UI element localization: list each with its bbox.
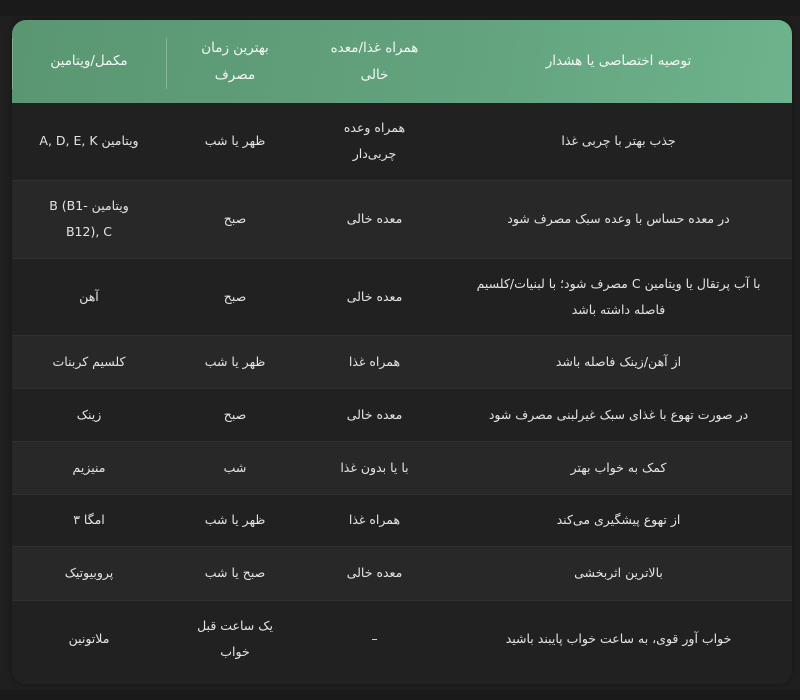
cell-best-time: ظهر یا شب <box>204 512 266 527</box>
cell-best-time: شب <box>223 459 247 475</box>
table-row <box>12 388 792 441</box>
cell-best-time: صبح <box>223 288 247 304</box>
cell-supplement: ملاتونین <box>68 631 110 647</box>
cell-advice: در معده حساس با وعده سبک مصرف شود <box>507 211 730 226</box>
cell-with-food: همراه وعده چربی‌دار <box>343 120 406 162</box>
table-row <box>12 494 792 546</box>
cell-best-time: ظهر یا شب <box>204 353 266 369</box>
table-row <box>12 180 792 258</box>
cell-with-food: همراه غذا <box>348 353 401 369</box>
cell-best-time: یک ساعت قبل خواب <box>197 618 273 660</box>
header-advice: توصیه اختصاصی یا هشدار <box>545 53 692 69</box>
header-with-food: همراه غذا/معده خالی <box>330 39 419 83</box>
supplement-table <box>12 20 792 678</box>
cell-best-time: صبح <box>223 406 247 422</box>
cell-supplement: زینک <box>76 406 102 422</box>
cell-with-food: معده خالی <box>346 288 403 304</box>
top-band <box>0 0 800 16</box>
cell-best-time: ظهر یا شب <box>204 133 266 149</box>
cell-best-time: صبح <box>223 211 247 226</box>
cell-supplement: امگا ۳ <box>73 512 105 527</box>
cell-best-time: صبح یا شب <box>204 565 266 580</box>
table-row <box>12 335 792 388</box>
cell-with-food: معده خالی <box>346 565 403 580</box>
supplement-table-container <box>12 20 792 684</box>
table-row <box>12 103 792 180</box>
cell-supplement: پروبیوتیک <box>64 565 114 580</box>
header-best-time-label: بهترین زمان مصرف <box>201 39 269 83</box>
cell-advice: با آب پرتقال یا ویتامین C مصرف شود؛ با لبنیات/کلسیم فاصله داشته باشد <box>476 275 761 317</box>
cell-advice: کمک به خواب بهتر <box>570 459 667 475</box>
cell-advice: در صورت تهوع با غذای سبک غیرلبنی مصرف شود <box>488 406 749 422</box>
table-header-row <box>12 20 792 103</box>
table-row <box>12 258 792 335</box>
cell-with-food: همراه غذا <box>348 512 401 527</box>
table-row <box>12 441 792 494</box>
cell-advice: جذب بهتر با چربی غذا <box>561 133 676 149</box>
table-row <box>12 546 792 600</box>
cell-supplement: کلسیم کربنات <box>52 353 126 369</box>
cell-advice: از تهوع پیشگیری می‌کند <box>556 512 681 527</box>
cell-supplement: ویتامین B (B1-B12), C <box>49 198 129 239</box>
cell-advice: بالاترین اثربخشی <box>574 565 663 580</box>
cell-supplement: آهن <box>79 288 99 304</box>
table-row <box>12 600 792 678</box>
cell-with-food: – <box>371 631 378 647</box>
header-best-time <box>166 20 304 103</box>
cell-supplement: منیزیم <box>72 459 106 475</box>
cell-with-food: با یا بدون غذا <box>340 459 409 475</box>
cell-with-food: معده خالی <box>346 406 403 422</box>
header-supplement: مکمل/ویتامین <box>12 20 166 103</box>
cell-advice: از آهن/زینک فاصله باشد <box>555 353 682 369</box>
cell-advice: خواب آور قوی، به ساعت خواب پایبند باشید <box>505 631 732 647</box>
cell-with-food: معده خالی <box>346 211 403 226</box>
cell-supplement: ویتامین A, D, E, K <box>39 133 139 149</box>
